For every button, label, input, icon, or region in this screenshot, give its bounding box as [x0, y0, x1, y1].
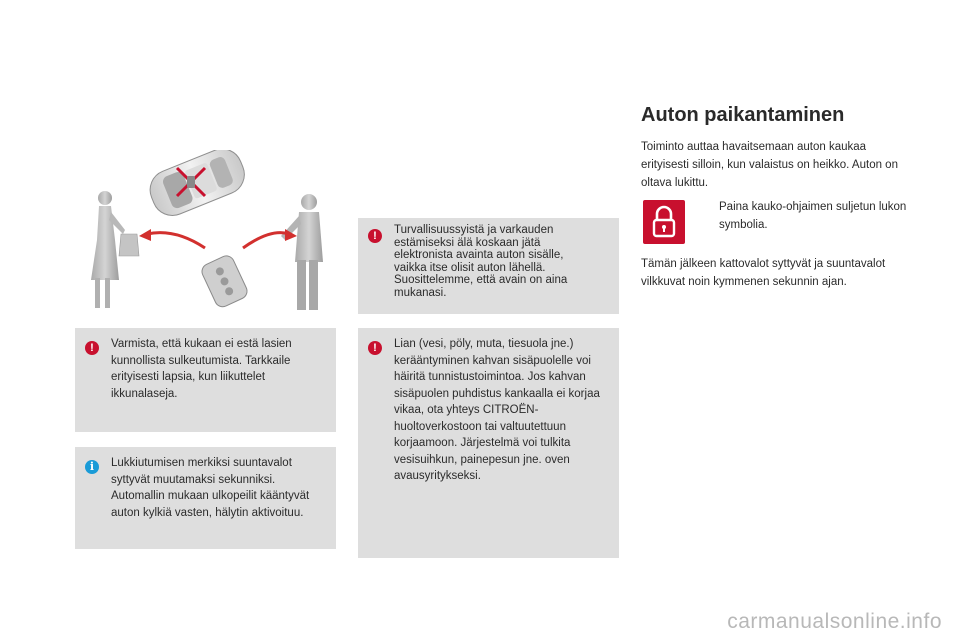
keyless-entry-illustration [75, 150, 337, 325]
lock-button-icon [643, 200, 685, 244]
locking-info-box [75, 447, 336, 549]
intro-text: Toiminto auttaa havaitsemaan auton kaukaa erityisesti silloin, kun valaistus on heikko. Auton on oltava lukittu. [641, 141, 898, 189]
warning-icon: ! [85, 341, 99, 355]
handle-warning-box [358, 328, 619, 558]
result-text: Tämän jälkeen kattovalot syttyvät ja suuntavalot vilkkuvat noin kymmenen sekunnin ajan. [641, 258, 886, 288]
key-fob [199, 253, 249, 309]
locking-info-text: Lukkiutumisen merkiksi suuntavalot syttyvät muutamaksi sekunniksi. Automallin mukaan ulkopeilit kääntyvät auton kylkiä vasten, hälytin aktivoituu. [111, 457, 310, 519]
theft-warning-box [358, 218, 619, 314]
info-icon: i [85, 460, 99, 474]
instruction-text: Paina kauko-ohjaimen suljetun lukon symbolia. [719, 201, 907, 231]
arrow-left [147, 233, 205, 248]
section-title: Auton paikantaminen [641, 104, 845, 126]
warning-icon: ! [368, 229, 382, 243]
theft-warning-text: Turvallisuussyistä ja varkauden estämiseksi älä koskaan jätä elektronista avainta auton sisälle, vaikka itse olisit auton lähellä. Suosittelemme, että avain on aina mukanasi. [394, 224, 568, 299]
windows-warning-text: Varmista, että kukaan ei estä lasien kunnollista sulkeutumista. Tarkkaile erityisesti lapsia, kun liikuttelet ikkunalaseja. [111, 338, 292, 400]
windows-warning-box [75, 328, 336, 432]
car-top-view [144, 150, 250, 221]
woman-figure [91, 191, 139, 308]
watermark: carmanualsonline.info [727, 610, 942, 633]
warning-icon: ! [368, 341, 382, 355]
handle-warning-text: Lian (vesi, pöly, muta, tiesuola jne.) kerääntyminen kahvan sisäpuolelle voi häiritä tunnistustoimintoa. Jos kahvan sisäpuolen puhdistus kankaalla ei korjaa vikaa, ota yhteys CITROËN-huoltoverkostoon tai valtuutettuun korjaamoon. Järjestelmä voi tulkita vesisuihkun, painepesun jne. oven avausyritykseksi. [394, 338, 600, 482]
man-figure [281, 194, 323, 310]
